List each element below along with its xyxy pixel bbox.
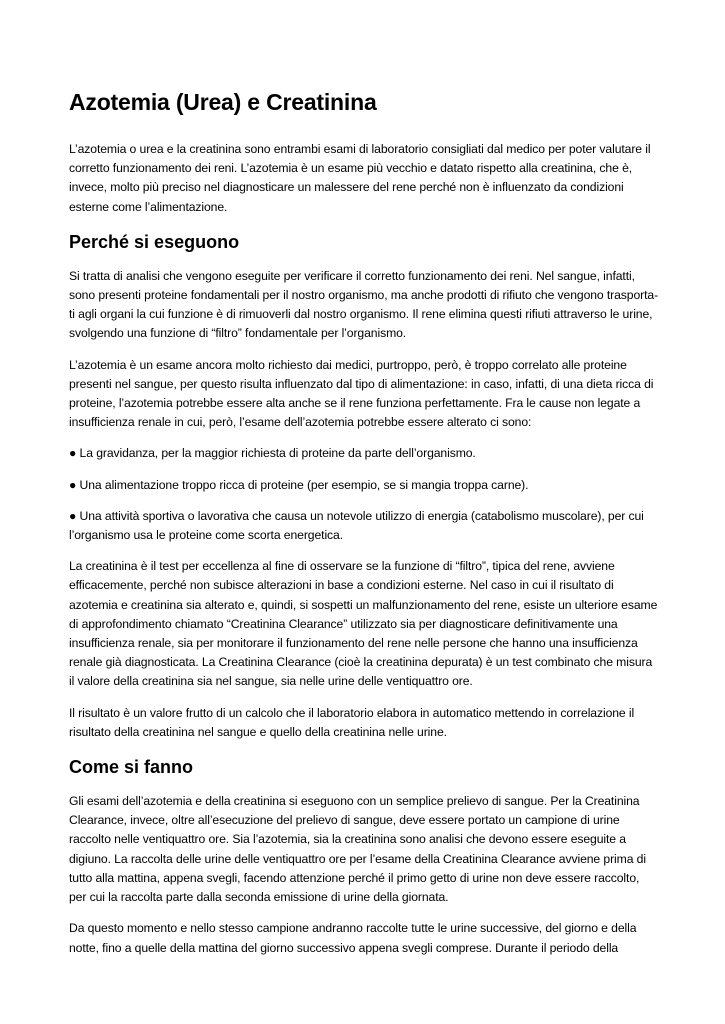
bullet-item: ● Una attività sportiva o lavorativa che causa un notevole utilizzo di energia (catabolismo muscolare), per cui l’organismo usa le proteine come scorta energetica. [69,508,644,543]
paragraph: L’azotemia è un esame ancora molto richiesto dai medici, purtroppo, però, è troppo correlato alle proteine presenti nel sangue, per questo risulta influenzato dal tipo di alimentazione: in caso, infatti, di una dieta ricca di proteine, l’azotemia potrebbe essere alta anche se il rene funziona perfettamente. Fra le cause non legate a insufficienza renale in cui, però, l’esame dell’azotemia potrebbe essere alterato ci sono: [69,357,654,430]
page-title: Azotemia (Urea) e Creatinina [69,89,377,115]
paragraph: Si tratta di analisi che vengono eseguite per verificare il corretto funzionamento dei reni. Nel sangue, infatti, sono presenti proteine fondamentali per il nostro organismo, ma anche prodotti di rifiuto che vengono trasporta- ti agli organi la cui funzione è di rimuoverli dal nostro organismo. Il rene elimina questi rifiuti attraverso le urine, svolgendo una funzione di “filtro” fondamentale per l’organismo. [69,268,659,341]
bullet-item: ● Una alimentazione troppo ricca di proteine (per esempio, se si mangia troppa carne). [69,477,529,492]
document-page [69,86,659,970]
section-heading-come: Come si fanno [69,757,194,778]
paragraph: Gli esami dell’azotemia e della creatinina si eseguono con un semplice prelievo di sangue. Per la Creatinina Clearance, invece, oltre all’esecuzione del prelievo di sangue, deve essere portato un campione di urine raccolto nelle ventiquattro ore. Sia l’azotemia, sia la creatinina sono analisi che devono essere eseguite a digiuno. La raccolta delle urine delle ventiquattro ore per l’esame della Creatinina Clearance avviene prima di tutto alla mattina, appena svegli, facendo attenzione perché il primo getto di urine non deve essere raccolto, per cui la raccolta parte dalla seconda emissione di urine della giornata. [69,794,646,905]
paragraph: Il risultato è un valore frutto di un calcolo che il laboratorio elabora in automatico mettendo in correlazione il risultato della creatinina nel sangue e quello della creatinina nelle urine. [69,705,635,739]
intro-paragraph: L’azotemia o urea e la creatinina sono entrambi esami di laboratorio consigliati dal medico per poter valutare il corretto funzionamento dei reni. L’azotemia è un esame più vecchio e datato rispetto alla creatinina, che è, invece, molto più preciso nel diagnosticare un malessere del rene perché non è influenzato da condizioni esterne come l’alimentazione. [69,142,651,214]
paragraph: La creatinina è il test per eccellenza al fine di osservare se la funzione di “filtro”, tipica del rene, avviene efficacemente, perché non subisce alterazioni in base a condizioni esterne. Nel caso in cui il risultato di azotemia e creatinina sia alterato e, quindi, si sospetti un malfunzionamento del rene, esiste un ulteriore esame di approfondimento chiamato “Creatinina Clearance” utilizzato sia per diagnosticare definitivamente una insufficienza renale, sia per monitorare il funzionamento del rene nelle persone che hanno una insufficienza renale già diagnosticata. La Creatinina Clearance (cioè la creatinina depurata) è un test combinato che misura il valore della creatinina sia nel sangue, sia nelle urine delle ventiquattro ore. [69,559,658,689]
bullet-item: ● La gravidanza, per la maggior richiesta di proteine da parte dell’organismo. [69,446,476,461]
section-heading-perche: Perché si eseguono [69,231,240,252]
paragraph: Da questo momento e nello stesso campione andranno raccolte tutte le urine successive, del giorno e della notte, fino a quelle della mattina del giorno successivo appena svegli comprese. Durante il periodo della [69,921,637,955]
